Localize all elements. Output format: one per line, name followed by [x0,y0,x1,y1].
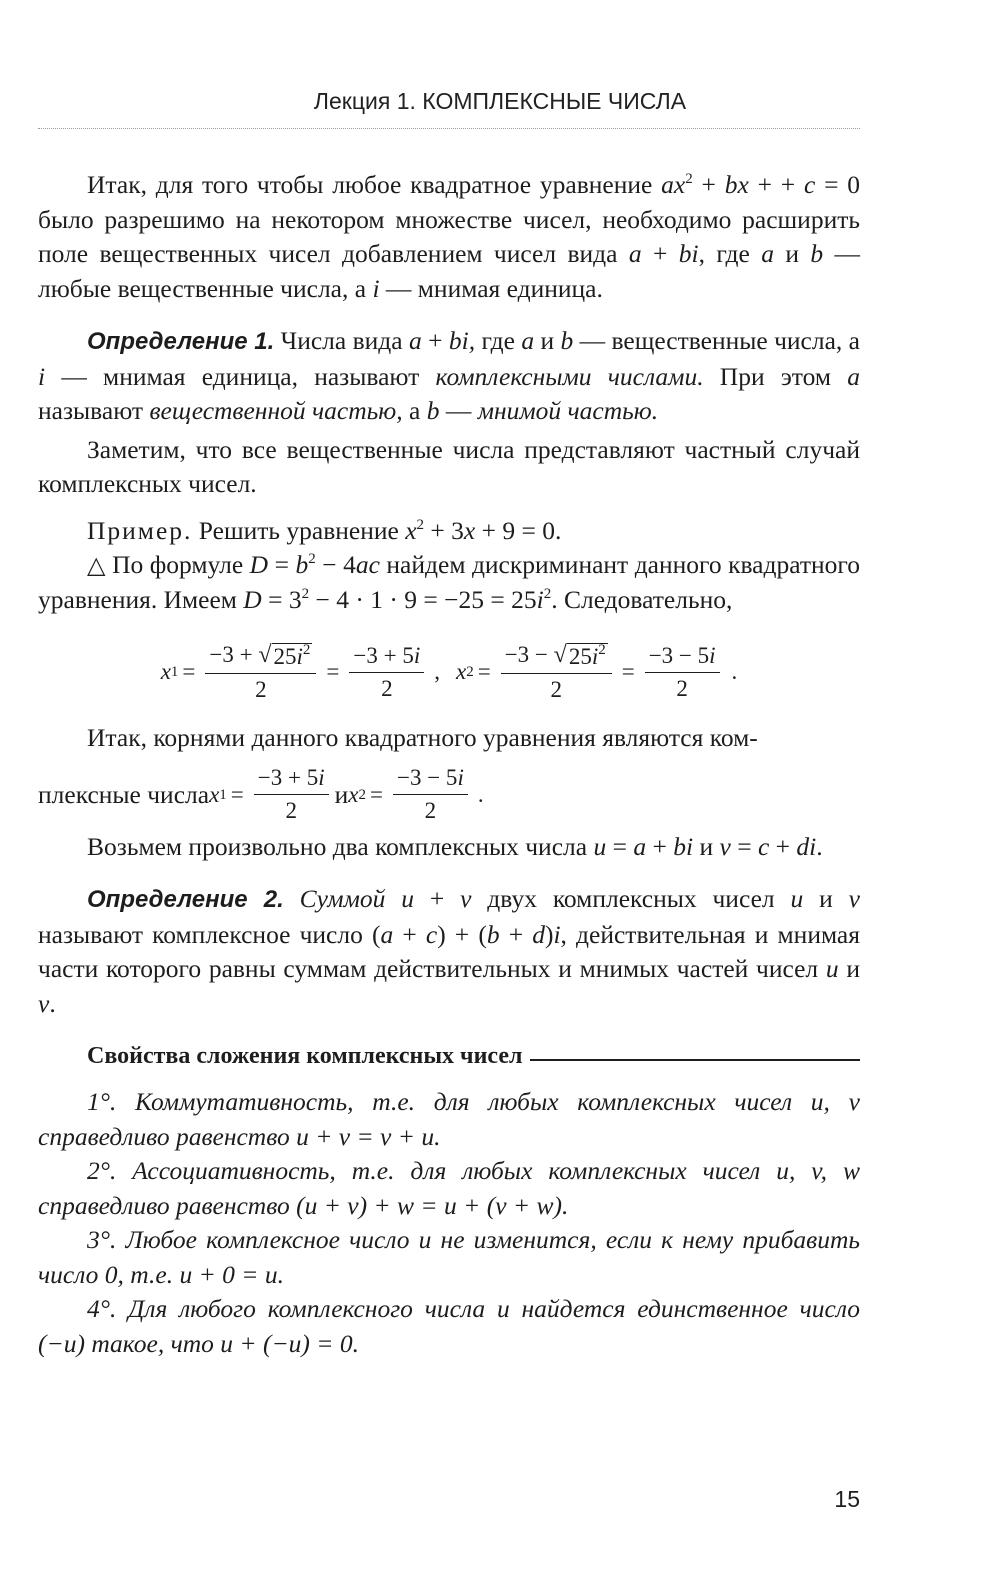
section-heading: Свойства сложения комплексных чисел [38,1039,860,1073]
roots-line-1: Итак, корнями данного квадратного уравнения являются ком- [87,723,758,752]
triangle-icon: △ [87,551,106,579]
page-body [38,168,860,1361]
roots-line-2: плексные числа x 1 = $\frac{-3 + 5i}{2}$ и x 2 = $\frac{-3 - 5i}{2}$ . [38,765,484,823]
fraction: $\frac{-3 - 5i}{2}$ [645,643,720,702]
definition-1: Определение 1. Числа вида a + bi, где a и b — вещественные числа, а i — мнимая единица, называют комплексными числами. При этом a называют вещественной частью, а b — мнимой частью. [38,326,860,425]
example-paragraph: Пример. Решить уравнение $x^2 + 3x + 9 = 0$. [87,515,562,545]
fraction: −3 + √ $25i^2$ 2 [205,642,316,703]
property-2: 2°. Ассоциативность, т.е. для любых комплексных чисел u, v, w справедливо равенство (u + v) + w = u + (v + w). [38,1156,860,1220]
fraction: −3 − √ $25i^2$ 2 [501,642,612,703]
header-divider [38,128,860,129]
fraction: $\frac{-3 + 5i}{2}$ [254,765,329,824]
definition-2: Определение 2. Суммой u + v двух комплексных чисел u и v называют комплексное число (a + c) + (b + d)i, действительная и мнимая части которого равны суммам действительных и мнимых частей чисел u и v. [38,884,860,1018]
solution-paragraph: △ По формуле $D = b^2 - 4ac$ найдем дискриминант данного квадратного уравнения. Имеем $D = 3^2 - 4 \cdot 1 \cdot 9 = -25 = 25i^2$. Следовательно, [38,550,860,614]
property-3: 3°. Любое комплексное число u не изменится, если к нему прибавить число 0, т.е. u + 0 = u. [38,1225,860,1289]
running-title: Лекция 1. КОМПЛЕКСНЫЕ ЧИСЛА [313,88,687,114]
note-paragraph: Заметим, что все вещественные числа представляют частный случай комплексных чисел. [38,434,860,498]
property-1: 1°. Коммутативность, т.е. для любых комплексных чисел u, v справедливо равенство u + v = v + u. [38,1087,860,1151]
take-two-numbers: Возьмем произвольно два комплексных числа u = a + bi и v = c + di. [87,831,823,861]
roots-formula: x 1 = −3 + √ $25i^2$ 2 = $\frac{-3 + 5i}{2}$ , x 2 = −3 − √ $25i^2$ 2 = $\frac{-3 - 5i}{2}$ . [160,641,738,702]
intro-paragraph: Итак, для того чтобы любое квадратное уравнение $ax^2$ + bx + + c = 0 было разрешимо на некотором множестве чисел, необходимо расширить поле вещественных чисел добавлением чисел вида a + bi, где a и b — любые вещественные числа, а i — мнимая единица. [38,170,861,303]
fraction: $\frac{-3 - 5i}{2}$ [393,765,468,824]
page-number: 15 [834,1486,860,1512]
property-4: 4°. Для любого комплексного числа u найдется единственное число (−u) такое, что u + (−u) = 0. [38,1294,860,1358]
fraction: $\frac{-3 + 5i}{2}$ [349,643,424,702]
